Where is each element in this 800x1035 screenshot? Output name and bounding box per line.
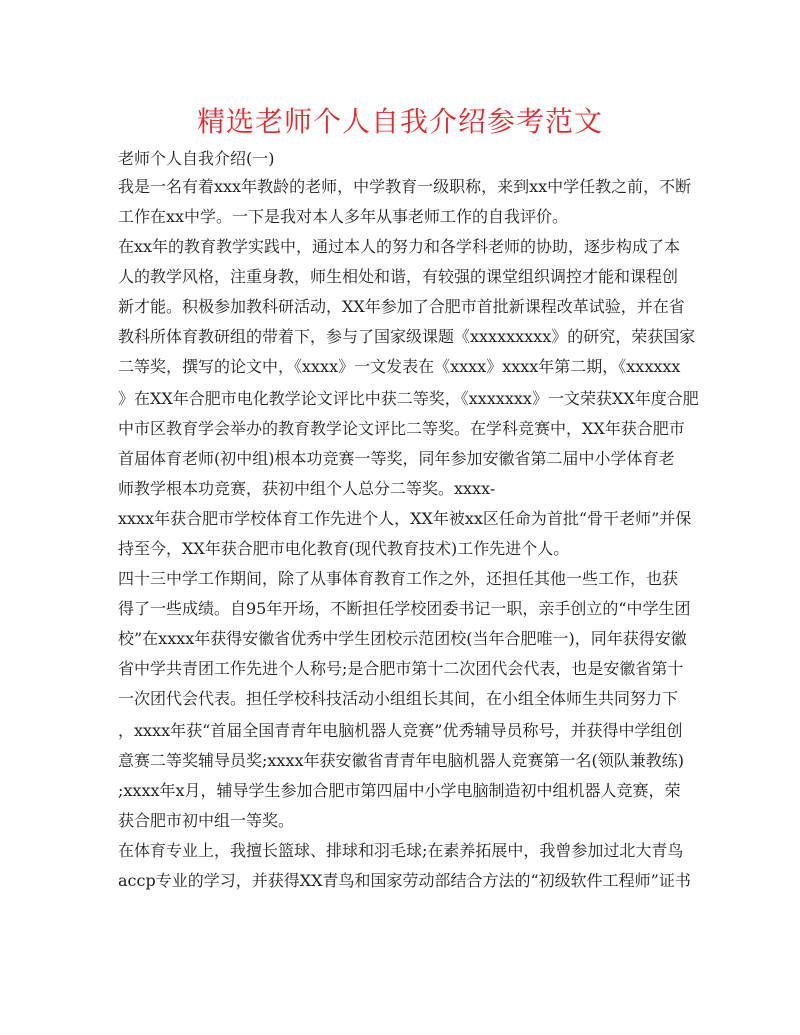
text-line: 得了一些成绩。自95年开场，不断担任学校团委书记一职，亲手创立的“中学生团 xyxy=(118,599,691,618)
text-line: ;xxxx年x月，辅导学生参加合肥市第四届中小学电脑制造初中组机器人竞赛，荣 xyxy=(118,781,681,800)
text-line: 在xx年的教育教学实践中，通过本人的努力和各学科老师的协助，逐步构成了本 xyxy=(118,237,681,256)
text-line: 新才能。积极参加教科研活动，XX年参加了合肥市首批新课程改革试验，并在省 xyxy=(118,297,685,316)
text-line: 首届体育老师(初中组)根本功竞赛一等奖，同年参加安徽省第二届中小学体育老 xyxy=(118,449,675,468)
text-line: 我是一名有着xxx年教龄的老师，中学教育一级职称，来到xx中学任教之前，不断 xyxy=(118,177,692,196)
section-heading: 老师个人自我介绍(一) xyxy=(118,149,275,168)
text-line: 师教学根本功竞赛，获初中组个人总分二等奖。xxxx- xyxy=(118,479,496,498)
text-line: 持至今，XX年获合肥市电化教育(现代教育技术)工作先进个人。 xyxy=(118,539,570,558)
text-line: 意赛二等奖辅导员奖;xxxx年获安徽省青青年电脑机器人竞赛第一名(领队兼教练) xyxy=(118,751,684,770)
text-line: 获合肥市初中组一等奖。 xyxy=(118,811,295,830)
document-title: 精选老师个人自我介绍参考范文 xyxy=(196,105,603,138)
text-line: 一次团代会代表。担任学校科技活动小组组长其间，在小组全体师生共同努力下 xyxy=(118,689,679,708)
text-line: xxxx年获合肥市学校体育工作先进个人，XX年被xx区任命为首批“骨干老师”并保 xyxy=(118,509,692,528)
text-line: 工作在xx中学。一下是我对本人多年从事老师工作的自我评价。 xyxy=(118,207,569,226)
text-line: 二等奖，撰写的论文中，《xxxx》一文发表在《xxxx》xxxx年第二期，《xxxxxx xyxy=(118,357,681,376)
text-line: 省中学共青团工作先进个人称号;是合肥市第十二次团代会代表，也是安徽省第十 xyxy=(118,659,684,678)
text-line: 教科所体育教研组的带着下，参与了国家级课题《xxxxxxxxx》的研究，荣获国家 xyxy=(118,327,696,346)
text-line: 四十三中学工作期间，除了从事体育教育工作之外，还担任其他一些工作，也获 xyxy=(118,569,679,588)
text-line: 人的教学风格，注重身教，师生相处和谐，有较强的课堂组织调控才能和课程创 xyxy=(118,267,679,286)
text-line: ，xxxx年获“首届全国青青年电脑机器人竞赛”优秀辅导员称号，并获得中学组创 xyxy=(118,721,683,740)
text-line: 校”在xxxx年获得安徽省优秀中学生团校示范团校(当年合肥唯一)，同年获得安徽 xyxy=(118,629,687,648)
text-line: accp专业的学习，并获得XX青鸟和国家劳动部结合方法的“初级软件工程师”证书 xyxy=(118,871,691,890)
text-line: 在体育专业上，我擅长篮球、排球和羽毛球;在素养拓展中，我曾参加过北大青鸟 xyxy=(118,841,684,860)
text-line: 中市区教育学会举办的教育教学论文评比二等奖。在学科竞赛中，XX年获合肥市 xyxy=(118,419,685,438)
text-line: 》在XX年合肥市电化教学论文评比中获二等奖，《xxxxxxx》一文荣获XX年度合肥 xyxy=(118,389,699,408)
